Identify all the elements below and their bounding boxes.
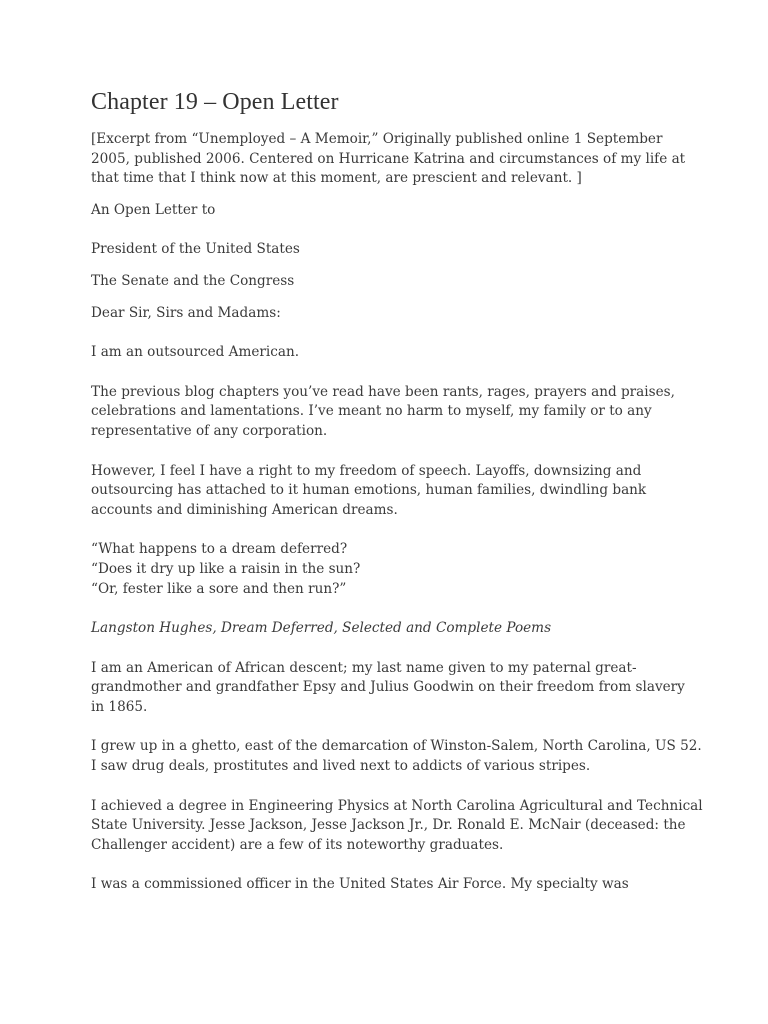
paragraph-degree: [91, 797, 703, 856]
paragraph-line: celebrations and lamentations. I’ve meant no harm to myself, my family or to any: [91, 403, 652, 420]
poem-line: “What happens to a dream deferred?: [91, 541, 348, 558]
poem-citation: Langston Hughes, Dream Deferred, Selected and Complete Poems: [91, 620, 552, 637]
recipient-president: President of the United States: [91, 241, 300, 258]
poem-line: “Does it dry up like a raisin in the sun?: [91, 560, 361, 577]
paragraph-ghetto: [91, 737, 702, 776]
poem-quote: [91, 540, 691, 599]
paragraph-line: I grew up in a ghetto, east of the demarcation of Winston-Salem, North Carolina, US 52.: [91, 738, 702, 755]
paragraph-airforce: [91, 875, 691, 895]
paragraph-line: Challenger accident) are a few of its noteworthy graduates.: [91, 836, 504, 853]
paragraph-line: grandmother and grandfather Epsy and Julius Goodwin on their freedom from slavery: [91, 679, 685, 696]
paragraph-speech: [91, 462, 691, 521]
poem-line: “Or, fester like a sore and then run?”: [91, 580, 347, 597]
recipient-congress: The Senate and the Congress: [91, 272, 295, 289]
intro-line: 2005, published 2006. Centered on Hurricane Katrina and circumstances of my life at: [91, 150, 686, 167]
paragraph-line: I saw drug deals, prostitutes and lived next to addicts of various stripes.: [91, 758, 591, 775]
opening-statement: I am an outsourced American.: [91, 344, 300, 361]
salutation-heading: An Open Letter to: [91, 201, 216, 218]
paragraph-descent: [91, 659, 691, 718]
greeting: Dear Sir, Sirs and Madams:: [91, 304, 281, 321]
intro-line: that time that I think now at this moment, are prescient and relevant. ]: [91, 170, 582, 187]
paragraph-line: However, I feel I have a right to my freedom of speech. Layoffs, downsizing and: [91, 462, 642, 479]
paragraph-blog: [91, 383, 691, 442]
intro-paragraph: [91, 130, 691, 189]
paragraph-line: accounts and diminishing American dreams.: [91, 501, 398, 518]
paragraph-line: outsourcing has attached to it human emotions, human families, dwindling bank: [91, 482, 647, 499]
chapter-title: Chapter 19 – Open Letter: [91, 89, 339, 115]
paragraph-line: State University. Jesse Jackson, Jesse Jackson Jr., Dr. Ronald E. McNair (deceased: the: [91, 817, 686, 834]
paragraph-line: I was a commissioned officer in the United States Air Force. My specialty was: [91, 876, 629, 893]
paragraph-line: in 1865.: [91, 698, 148, 715]
paragraph-line: The previous blog chapters you’ve read have been rants, rages, prayers and praises,: [91, 383, 675, 400]
document-body: [91, 86, 703, 895]
intro-line: [Excerpt from “Unemployed – A Memoir,” Originally published online 1 September: [91, 131, 663, 147]
paragraph-line: representative of any corporation.: [91, 422, 328, 439]
paragraph-line: I am an American of African descent; my last name given to my paternal great-: [91, 659, 637, 676]
paragraph-line: I achieved a degree in Engineering Physics at North Carolina Agricultural and Technical: [91, 797, 703, 814]
